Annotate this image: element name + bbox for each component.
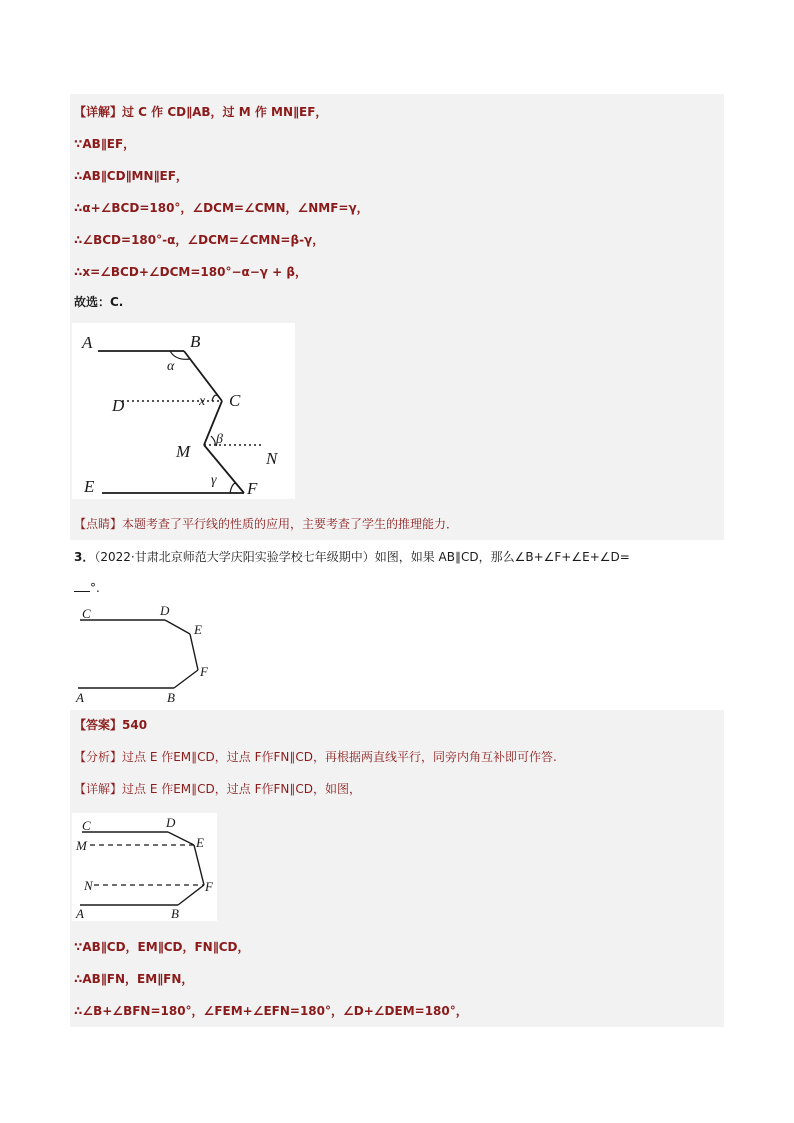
analysis-line: 【分析】过点 E 作EM∥CD，过点 F作FN∥CD，再根据两直线平行，同旁内角互补即可作答. xyxy=(74,750,557,764)
fig3-label-a: A xyxy=(76,906,84,921)
fig1-label-beta: β xyxy=(216,432,223,447)
fig1-label-d: D xyxy=(112,396,125,415)
fig2-label-a: A xyxy=(76,690,84,705)
figure-question-3 xyxy=(70,598,220,708)
question-number: 3． xyxy=(74,550,95,564)
fig2-label-d: D xyxy=(160,603,170,618)
answer-blank xyxy=(74,580,90,592)
fig3-label-b: B xyxy=(171,906,179,921)
solution-step-3: ∴∠B+∠BFN=180°，∠FEM+∠EFN=180°，∠D+∠DEM=180°， xyxy=(74,1004,468,1018)
question-3-blank-line xyxy=(74,580,100,596)
fig3-label-m: M xyxy=(76,838,87,853)
fig1-label-alpha: α xyxy=(167,359,175,374)
question-stem: 如图，如果 AB∥CD，那么∠B+∠F+∠E+∠D= xyxy=(374,550,630,564)
figure-parallel-zigzag xyxy=(72,323,295,499)
question-source: （2022·甘肃北京师范大学庆阳实验学校七年级期中） xyxy=(94,550,375,564)
fig1-label-b: B xyxy=(190,332,201,351)
fig2-label-b: B xyxy=(167,690,175,705)
fig3-label-e: E xyxy=(196,835,204,850)
blank-end: °. xyxy=(90,581,100,595)
question-3-line xyxy=(74,549,630,565)
fig1-label-m: M xyxy=(176,442,191,461)
solution-step-2: ∴AB∥FN，EM∥FN， xyxy=(74,972,194,986)
fig1-label-n: N xyxy=(266,449,278,468)
step-2: ∴AB∥CD∥MN∥EF， xyxy=(74,169,188,183)
answer-line: 【答案】540 xyxy=(74,718,148,732)
step-1: ∵AB∥EF， xyxy=(74,137,136,151)
detail-heading: 【详解】过 C 作 CD∥AB，过 M 作 MN∥EF， xyxy=(74,105,328,119)
step-3: ∴α+∠BCD=180°，∠DCM=∠CMN，∠NMF=γ， xyxy=(74,201,369,215)
fig3-label-c: C xyxy=(82,818,91,833)
step-4: ∴∠BCD=180°-α，∠DCM=∠CMN=β-γ， xyxy=(74,233,325,247)
fig1-label-gamma: γ xyxy=(211,473,217,488)
solution-step-1: ∵AB∥CD，EM∥CD，FN∥CD， xyxy=(74,940,250,954)
fig1-label-x: x xyxy=(199,394,206,409)
fig1-label-f: F xyxy=(247,479,258,498)
choice-line: 故选：C. xyxy=(74,295,124,309)
fig2-label-c: C xyxy=(82,606,91,621)
figure-solution-3 xyxy=(72,813,217,921)
fig1-label-a: A xyxy=(82,333,93,352)
fig2-label-e: E xyxy=(194,622,202,637)
fig3-label-f: F xyxy=(205,879,213,894)
fig1-label-c: C xyxy=(229,391,241,410)
fig3-label-d: D xyxy=(166,815,176,830)
detail-line: 【详解】过点 E 作EM∥CD，过点 F作FN∥CD，如图， xyxy=(74,782,361,796)
step-5: ∴x=∠BCD+∠DCM=180°−α−γ + β， xyxy=(74,265,307,279)
comment-line: 【点睛】本题考查了平行线的性质的应用，主要考查了学生的推理能力． xyxy=(74,517,459,531)
fig2-label-f: F xyxy=(200,664,208,679)
fig1-label-e: E xyxy=(84,477,95,496)
fig3-label-n: N xyxy=(84,878,93,893)
